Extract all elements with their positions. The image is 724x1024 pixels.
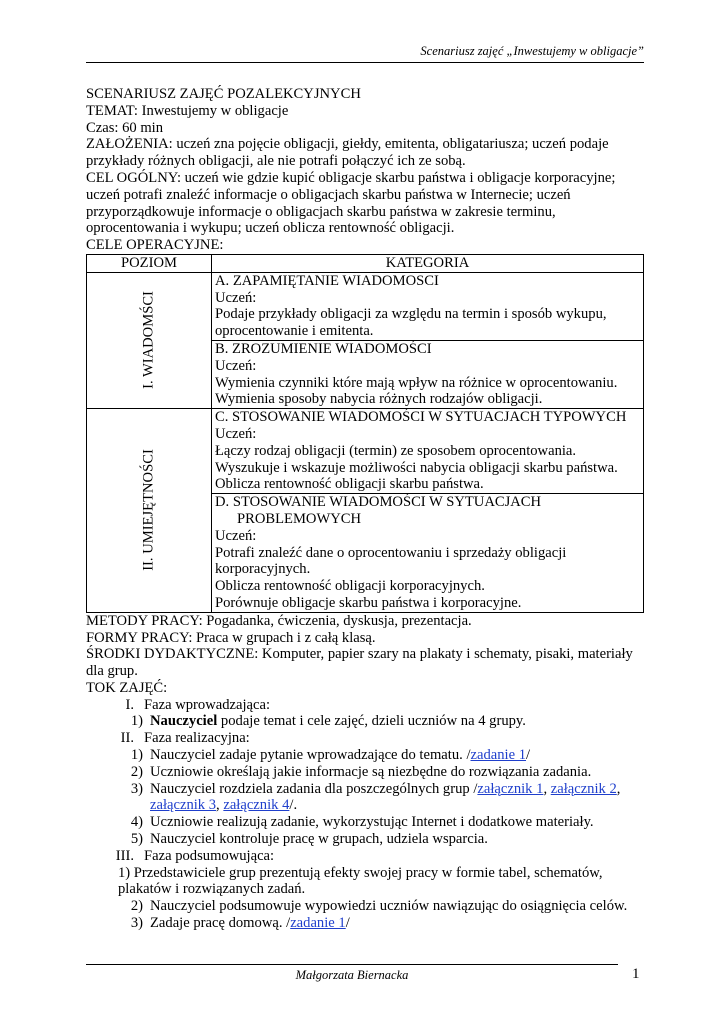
category-a-line1: Podaje przykłady obligacji za względu na termin i sposób wykupu, oprocentowanie i emitenta.	[215, 306, 607, 340]
category-c-line3: Oblicza rentowność obligacji skarbu państwa.	[215, 476, 484, 493]
step-number: 2)	[130, 898, 143, 915]
category-c-line2: Wyszukuje i wskazuje możliwości nabycia obligacji skarbu państwa.	[215, 459, 618, 476]
category-cell-b	[212, 340, 644, 408]
attachment-1-link[interactable]: załącznik 1	[477, 780, 544, 797]
footer-rule	[86, 964, 618, 965]
list-item	[86, 848, 646, 865]
separator: ,	[216, 797, 224, 814]
category-cell-d	[212, 494, 644, 613]
attachment-2-link[interactable]: załącznik 2	[550, 780, 617, 797]
step-number: 4)	[130, 814, 143, 831]
course-heading: TOK ZAJĘĆ:	[86, 679, 168, 696]
category-b-line2: Wymienia sposoby nabycia różnych rodzajów obligacji.	[215, 391, 543, 408]
step-text	[150, 915, 350, 932]
document-body	[86, 86, 646, 932]
level-label-knowledge: I. WIADOMŚCI	[140, 291, 157, 390]
phase-number: II.	[120, 730, 134, 747]
category-c-line1: Łączy rodzaj obligacji (termin) ze sposobem oprocentowania.	[215, 442, 577, 459]
category-a-title: A. ZAPAMIĘTANIE WIADOMOSCI	[215, 272, 439, 289]
page-number: 1	[632, 966, 640, 982]
forms-line: FORMY PRACY: Praca w grupach i z całą klasą.	[86, 629, 376, 646]
level-cell-skills	[87, 409, 212, 613]
separator: ,	[543, 780, 551, 797]
step-text-rest: podaje temat i cele zajęć, dzieli uczniów na 4 grupy.	[217, 713, 526, 730]
topic-line: TEMAT: Inwestujemy w obligacje	[86, 102, 289, 119]
operational-goals-heading: CELE OPERACYJNE:	[86, 237, 224, 254]
list-item	[86, 747, 646, 764]
category-b-line1: Wymienia czynniki które mają wpływ na różnice w oprocentowaniu.	[215, 374, 618, 391]
list-item	[86, 764, 646, 781]
separator: ,	[616, 780, 621, 797]
step-text: Uczniowie określają jakie informacje są niezbędne do rozwiązania zadania.	[150, 763, 592, 780]
list-item	[86, 831, 646, 848]
general-goal-paragraph: CEL OGÓLNY: uczeń wie gdzie kupić obligacje skarbu państwa i obligacje korporacyjne; uczeń potrafi znaleźć informacje o obligacjach skarbu państwa w Internecie; uczeń przyporządkowuje informacje o obligacjach skarbu państwa w zakresie terminu, oprocentowania i wykupu; uczeń oblicza rentowność obligacji.	[86, 169, 616, 237]
column-header-level: POZIOM	[87, 254, 212, 272]
level-label-skills: II. UMIEJĘTNOŚCI	[140, 449, 157, 572]
step-text-end: /.	[289, 797, 298, 814]
level-cell-knowledge	[87, 272, 212, 408]
step-text-end: /	[526, 747, 531, 764]
step-number: 3)	[130, 780, 143, 797]
header-rule	[86, 62, 644, 63]
category-cell-c	[212, 409, 644, 494]
category-b-student: Uczeń:	[215, 357, 257, 374]
category-d-title-1: D. STOSOWANIE WIADOMOŚCI W SYTUACJACH	[215, 494, 542, 511]
table-row	[87, 409, 644, 494]
category-c-student: Uczeń:	[215, 425, 257, 442]
means-paragraph: ŚRODKI DYDAKTYCZNE: Komputer, papier szary na plakaty i schematy, pisaki, materiały dla grup.	[86, 646, 633, 680]
objectives-table	[86, 254, 644, 613]
step-text	[150, 747, 530, 764]
running-header: Scenariusz zajęć „Inwestujemy w obligacje”	[420, 44, 644, 58]
category-c-title: C. STOSOWANIE WIADOMOŚCI W SYTUACJACH TYPOWYCH	[215, 409, 627, 426]
category-cell-a	[212, 272, 644, 340]
homework-task-1-link[interactable]: zadanie 1	[290, 915, 346, 932]
step-text-part: Zadaje pracę domową. /	[150, 915, 291, 932]
step-text-continued: plakatów i rozwiązanych zadań.	[118, 881, 306, 898]
footer-author: Małgorzata Biernacka	[295, 968, 409, 982]
attachment-3-link[interactable]: załącznik 3	[150, 797, 217, 814]
step-text-part: Nauczyciel zadaje pytanie wprowadzające do tematu. /	[150, 747, 471, 764]
step-text: Nauczyciel podsumowuje wypowiedzi uczniów nawiązując do osiągnięcia celów.	[150, 898, 628, 915]
step-number: 1)	[130, 713, 143, 730]
category-d-line2: Oblicza rentowność obligacji korporacyjnych.	[215, 578, 485, 595]
list-item	[86, 898, 646, 915]
phase-number: III.	[115, 847, 134, 864]
phase-title: Faza podsumowująca:	[144, 847, 275, 864]
table-row	[87, 272, 644, 340]
doc-title: SCENARIUSZ ZAJĘĆ POZALEKCYJNYCH	[86, 86, 361, 102]
list-item	[86, 713, 646, 730]
step-number: 5)	[130, 831, 143, 848]
assumptions-paragraph: ZAŁOŻENIA: uczeń zna pojęcie obligacji, giełdy, emitenta, obligatariusza; uczeń podaje przykłady różnych obligacji, ale nie potrafi połączyć ich ze sobą.	[86, 136, 609, 170]
category-a-student: Uczeń:	[215, 289, 257, 306]
phase-title: Faza wprowadzająca:	[144, 696, 270, 713]
category-b-title: B. ZROZUMIENIE WIADOMOŚCI	[215, 340, 432, 357]
phase-list	[86, 697, 646, 932]
methods-line: METODY PRACY: Pogadanka, ćwiczenia, dyskusja, prezentacja.	[86, 612, 472, 629]
step-text-part: Nauczyciel rozdziela zadania dla poszczególnych grup /	[150, 780, 478, 797]
column-header-category: KATEGORIA	[212, 254, 644, 272]
step-text: Uczniowie realizują zadanie, wykorzystując Internet i dodatkowe materiały.	[150, 814, 594, 831]
list-item	[86, 730, 646, 747]
list-item	[86, 814, 646, 831]
step-text-end: /	[345, 915, 350, 932]
list-item	[86, 781, 646, 815]
step-text: 1) Przedstawiciele grup prezentują efekty swojej pracy w formie tabel, schematów,	[118, 864, 603, 881]
list-item	[86, 697, 646, 714]
category-d-line1: Potrafi znaleźć dane o oprocentowaniu i sprzedaży obligacji korporacyjnych.	[215, 544, 567, 578]
attachment-4-link[interactable]: załącznik 4	[223, 797, 290, 814]
teacher-bold: Nauczyciel	[150, 713, 218, 730]
phase-title: Faza realizacyjna:	[144, 730, 250, 747]
step-number: 1)	[130, 747, 143, 764]
category-d-student: Uczeń:	[215, 527, 257, 544]
step-text	[150, 781, 620, 815]
list-item	[86, 915, 646, 932]
step-text	[150, 713, 526, 730]
phase-number: I.	[125, 696, 134, 713]
step-number: 2)	[130, 763, 143, 780]
step-number: 3)	[130, 915, 143, 932]
time-line: Czas: 60 min	[86, 119, 164, 136]
category-d-title-2: PROBLEMOWYCH	[237, 510, 362, 527]
task-1-link[interactable]: zadanie 1	[470, 747, 527, 764]
category-d-line3: Porównuje obligacje skarbu państwa i korporacyjne.	[215, 594, 522, 611]
table-header-row	[87, 254, 644, 272]
step-text: Nauczyciel kontroluje pracę w grupach, udziela wsparcia.	[150, 831, 488, 848]
